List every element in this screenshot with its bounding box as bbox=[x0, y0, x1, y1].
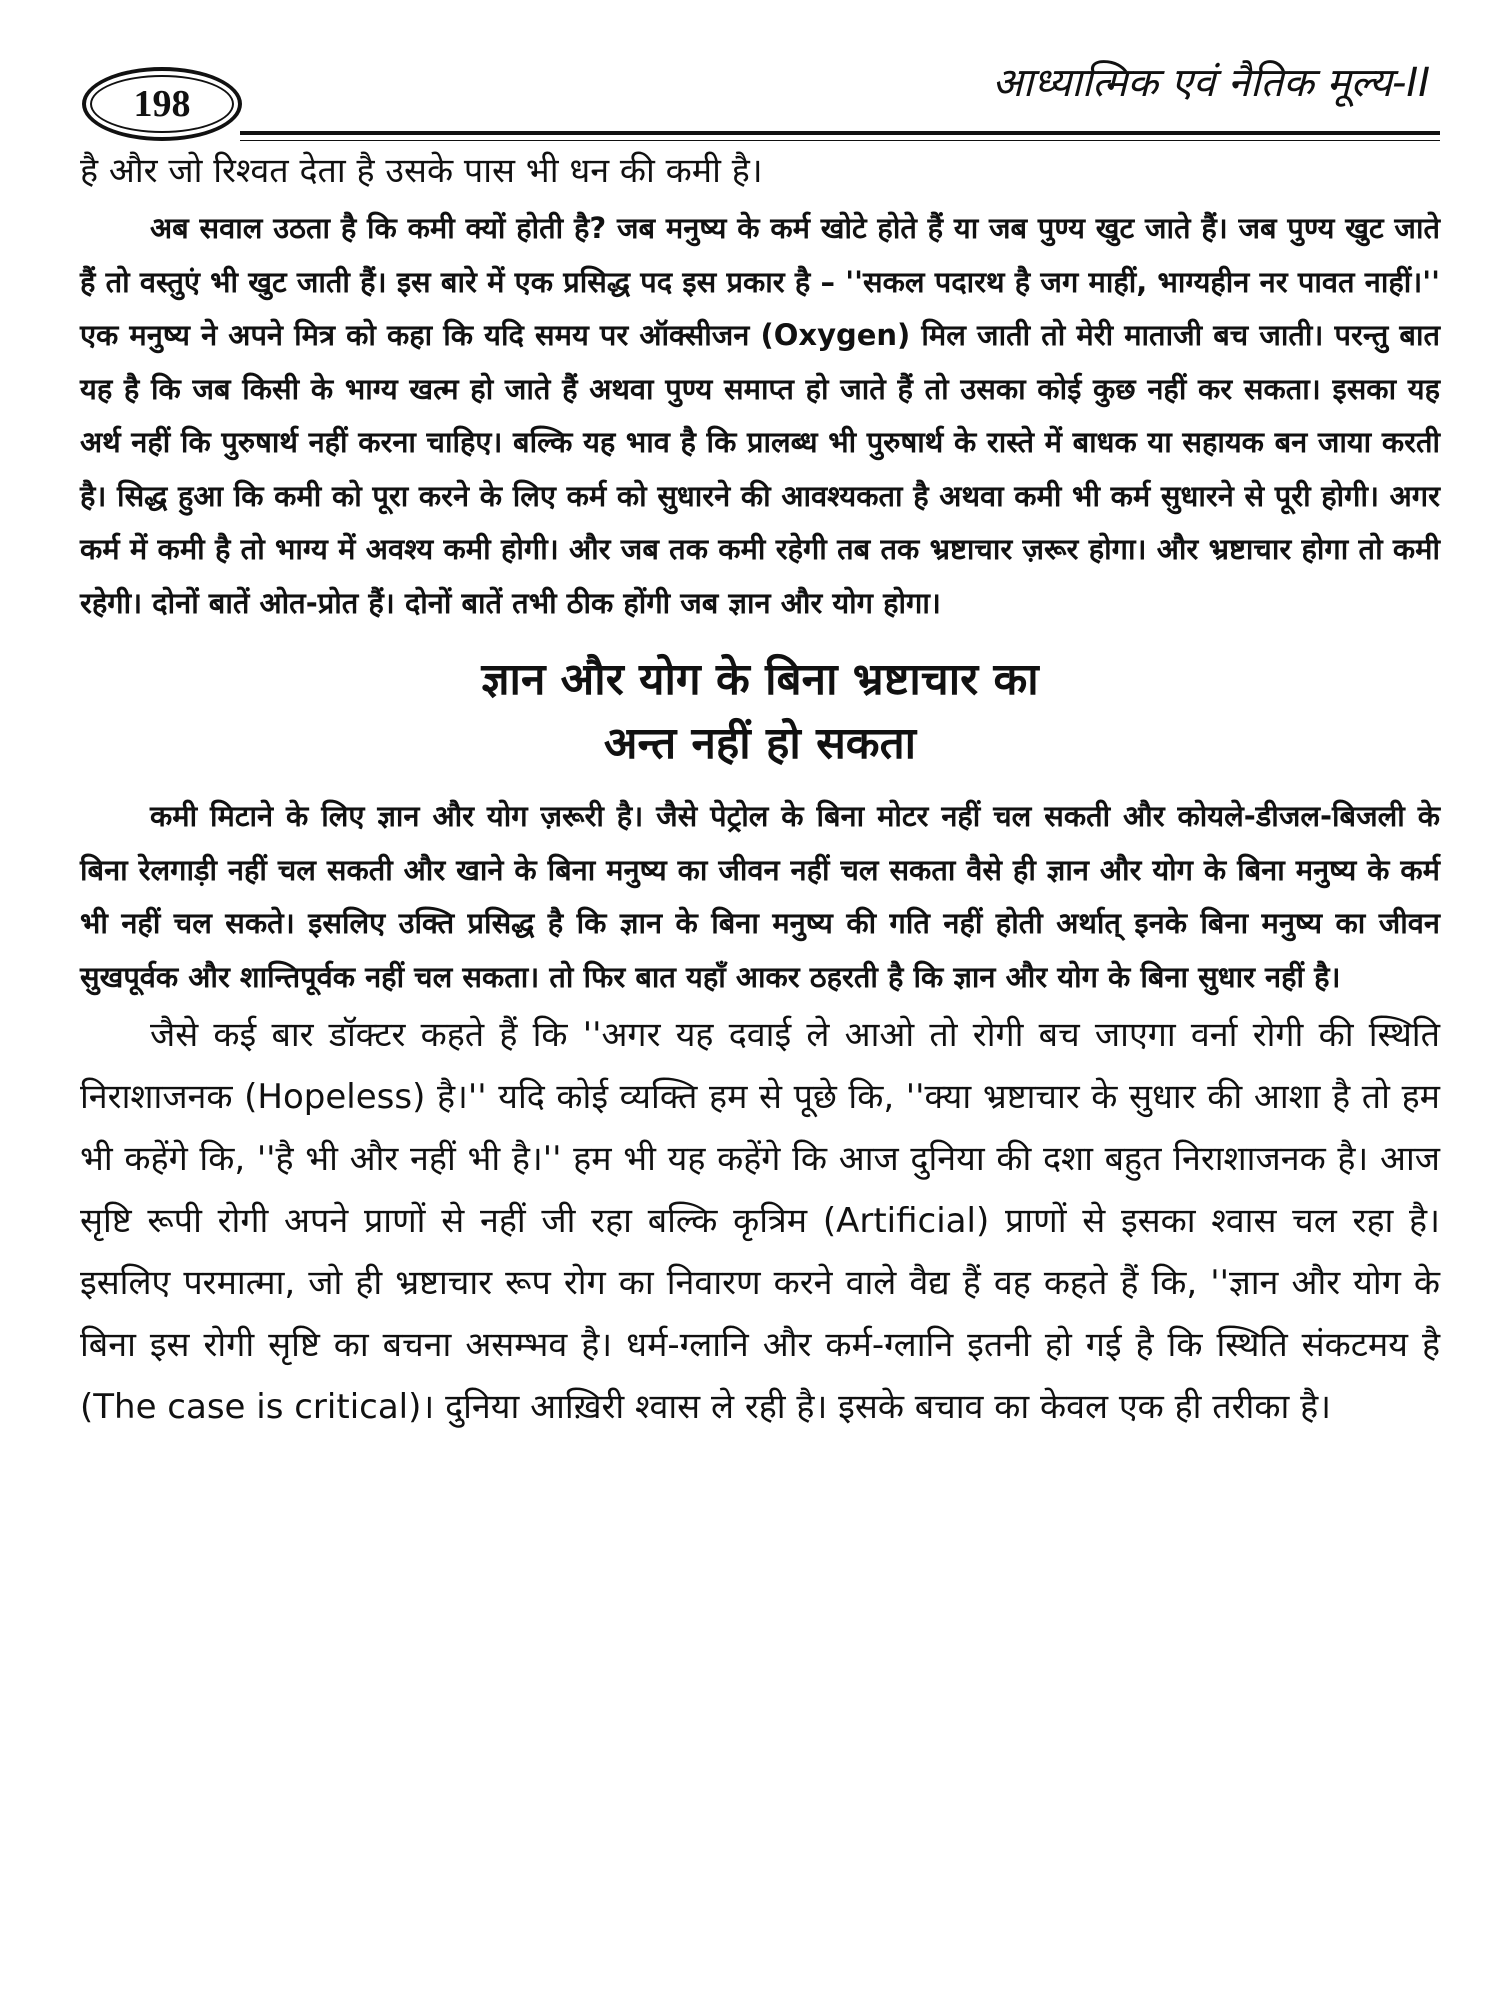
page-number: 198 bbox=[82, 67, 242, 141]
section-heading-line-2: अन्त नहीं हो सकता bbox=[603, 718, 917, 769]
paragraph-shortage-question: अब सवाल उठता है कि कमी क्यों होती है? जब मनुष्य के कर्म खोटे होते हैं या जब पुण्य खुट जाते हैं। जब पुण्य खुट जाते हैं तो वस्तुएं भी खुट जाती हैं। इस बारे में एक प्रसिद्ध पद इस प्रकार है – ''सकल पदारथ है जग माहीं, भाग्यहीन नर पावत नाहीं।'' एक मनुष्य ने अपने मित्र को कहा कि यदि समय पर ऑक्सीजन (Oxygen) मिल जाती तो मेरी माताजी बच जाती। परन्तु बात यह है कि जब किसी के भाग्य खत्म हो जाते हैं अथवा पुण्य समाप्त हो जाते हैं तो उसका कोई कुछ नहीं कर सकता। इसका यह अर्थ नहीं कि पुरुषार्थ नहीं करना चाहिए। बल्कि यह भाव है कि प्रालब्ध भी पुरुषार्थ के रास्ते में बाधक या सहायक बन जाया करती है। सिद्ध हुआ कि कमी को पूरा करने के लिए कर्म को सुधारने की आवश्यकता है अथवा कमी भी कर्म सुधारने से पूरी होगी। अगर कर्म में कमी है तो भाग्य में अवश्य कमी होगी। और जब तक कमी रहेगी तब तक भ्रष्टाचार ज़रूर होगा। और भ्रष्टाचार होगा तो कमी रहेगी। दोनों बातें ओत-प्रोत हैं। दोनों बातें तभी ठीक होंगी जब ज्ञान और योग होगा। bbox=[80, 211, 1440, 620]
section-heading bbox=[80, 648, 1440, 776]
section-heading-line-1: ज्ञान और योग के बिना भ्रष्टाचार का bbox=[481, 654, 1039, 705]
paragraph-doctor-analogy: जैसे कई बार डॉक्टर कहते हैं कि ''अगर यह दवाई ले आओ तो रोगी बच जाएगा वर्ना रोगी की स्थिति निराशाजनक (Hopeless) है।'' यदि कोई व्यक्ति हम से पूछे कि, ''क्या भ्रष्टाचार के सुधार की आशा है तो हम भी कहेंगे कि, ''है भी और नहीं भी है।'' हम भी यह कहेंगे कि आज दुनिया की दशा बहुत निराशाजनक है। आज सृष्टि रूपी रोगी अपने प्राणों से नहीं जी रहा बल्कि कृत्रिम (Artificial) प्राणों से इसका श्वास चल रहा है। इसलिए परमात्मा, जो ही भ्रष्टाचार रूप रोग का निवारण करने वाले वैद्य हैं वह कहते हैं कि, ''ज्ञान और योग के बिना इस रोगी सृष्टि का बचना असम्भव है। धर्म-ग्लानि और कर्म-ग्लानि इतनी हो गई है कि स्थिति संकटमय है (The case is critical)। दुनिया आख़िरी श्वास ले रही है। इसके बचाव का केवल एक ही तरीका है। bbox=[80, 1015, 1441, 1427]
paragraph-knowledge-yoga: कमी मिटाने के लिए ज्ञान और योग ज़रूरी है। जैसे पेट्रोल के बिना मोटर नहीं चल सकती और कोयले-डीजल-बिजली के बिना रेलगाड़ी नहीं चल सकती और खाने के बिना मनुष्य का जीवन नहीं चल सकता वैसे ही ज्ञान और योग के बिना मनुष्य के कर्म भी नहीं चल सकते। इसलिए उक्ति प्रसिद्ध है कि ज्ञान के बिना मनुष्य की गति नहीं होती अर्थात् इनके बिना मनुष्य का जीवन सुखपूर्वक और शान्तिपूर्वक नहीं चल सकता। तो फिर बात यहाँ आकर ठहरती है कि ज्ञान और योग के बिना सुधार नहीं है। bbox=[80, 799, 1440, 994]
paragraph-continuation: है और जो रिश्वत देता है उसके पास भी धन की कमी है। bbox=[80, 151, 763, 191]
running-title: आध्यात्मिक एवं नैतिक मूल्य-II bbox=[992, 60, 1430, 106]
page-content bbox=[80, 140, 1440, 1438]
page-header bbox=[70, 45, 1440, 155]
